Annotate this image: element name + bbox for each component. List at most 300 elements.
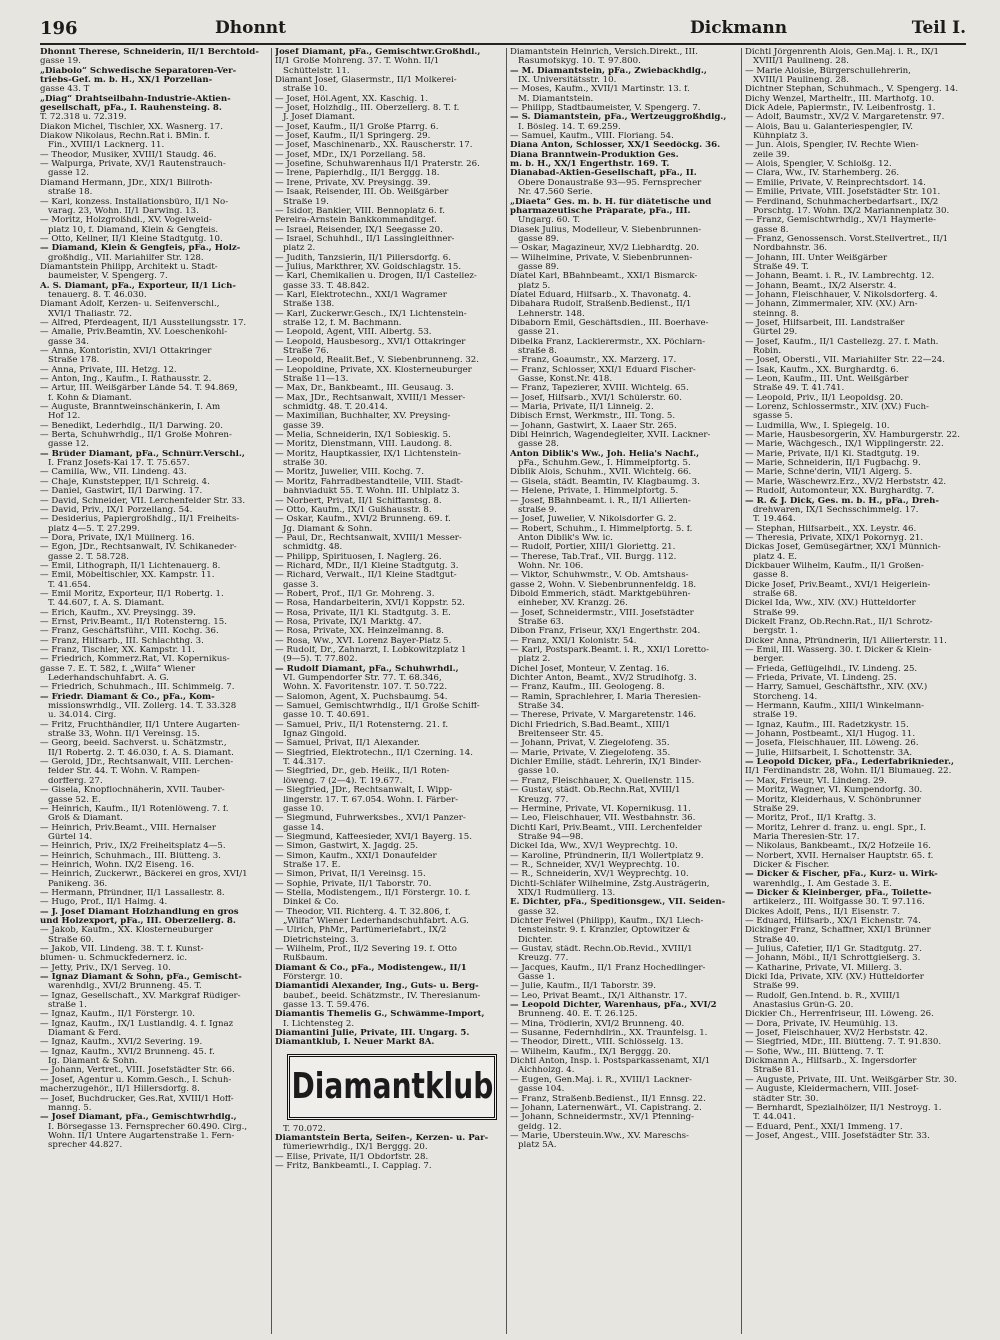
directory-line: Schüttelstr. 11. [283,66,350,76]
directory-line: — Hugo, Prof., II/1 Halmg. 4. [40,898,168,908]
directory-line: straße 8. [518,347,557,356]
directory-line: Dibelka Franz, Lackierermstr., XX. Pöchlarn- [510,337,706,347]
directory-line: Diamant & Co., pFa., Modistengew., II/1 [275,963,467,973]
directory-line: Rußbaum. [283,954,328,964]
directory-line: — Marie Aloisie, Bürgerschullehrerin, [745,66,911,76]
directory-line: — Josef, Maschinenarb., XX. Rauscherstr. 17. [275,141,473,151]
directory-line: — Hermine, Private, VI. Kopernikusg. 11. [510,804,691,814]
directory-line: Dietrichsteing. 3. [283,935,359,945]
directory-line: — Sophie, Private, II/1 Taborstr. 70. [275,879,432,889]
directory-line: Diamand Hermann, JDr., XIX/1 Billroth- [40,178,213,188]
directory-line: — Adolf, Baumstr., XV/2 V. Margaretenstr. 97. [745,113,945,123]
directory-line: gasse 43. T [40,85,90,95]
directory-line: — Theodor, VII. Richterg. 4. T. 32.806, f. [275,907,451,917]
directory-line: Brunneng. 40. E. T. 26.125. [518,1010,638,1020]
directory-line: Gürtel 14. [48,832,93,842]
column-divider [506,48,507,1334]
directory-line: — Artur, III. Weißgärber Lände 54. T. 94.869, [40,384,238,394]
header-rule [40,43,966,45]
directory-line: — Therese, Tab.Traf., VII. Burgg. 112. [510,552,677,562]
directory-line: — S. Diamantstein, pFa., Wertzeuggroßhdlg., [510,113,727,123]
directory-line: — Josef, Buchdrucker, Ges.Rat, XVIII/1 Hoff- [40,1094,234,1104]
directory-line: — Marie, Schneiderin, II/1 Fugbachg. 9. [745,459,921,469]
directory-line: — Samuel, Privat, II/1 Alexander. [275,739,420,749]
directory-line: Dickler Ch., Herrenfriseur, III. Löweng. 26. [745,1010,934,1020]
directory-line: — Irene, Papierhdlg., II/1 Berggg. 18. [275,169,440,179]
directory-line: — J. Josef Diamant Holzhandlung en gros [40,907,239,917]
directory-line: I. Börsegasse 13. Fernsprecher 60.490. Cirg., [48,1122,248,1132]
directory-line: — Viktor, Schuhwmstr., V. Ob. Amtshaus- [510,571,689,581]
directory-line: — Gustav, städt. Ob.Rechn.Rat, XVIII/1 [510,786,681,796]
directory-line: J. Josef Diamant. [283,113,356,123]
directory-line: — Moritz, Dienstmann, VIII. Laudong. 8. [275,440,453,450]
directory-line: — Emil Moritz, Exporteur, II/1 Robertg. 1. [40,589,224,599]
directory-line: Dickbauer Wilhelm, Kaufm., II/1 Großen- [745,561,924,571]
directory-line: — Johann, Fleischhauer, V. Nikolsdorferg. 4. [745,290,938,300]
directory-line: — Siegmund, Kaffeesieder, XVI/1 Bayerg. 15. [275,832,472,842]
directory-line: und Holzexport, pFa., III. Oberzellerg. 8. [40,916,236,926]
directory-line: Straße 99. [753,608,799,618]
directory-line: VI. Gumpendorfer Str. 77. T. 68.346, [283,674,442,684]
directory-line: Diamant Adolf, Kerzen- u. Seifenverschl., [40,300,220,310]
directory-line: — Samuel, Gemischtwrhdlg., II/1 Große Schiff- [275,702,480,712]
directory-line: Dichter Anton, Beamt., XV/2 Strudlhofg. 3. [510,674,697,684]
directory-line: gasse 52. E. [48,795,101,805]
directory-line: Ungarg. 60. T. [518,216,581,226]
directory-line: Straße 49. T. [753,262,809,272]
directory-line: Dibaborn Emil, Geschäftsdien., III. Boerhave- [510,318,709,328]
directory-line: gasse 13. T. 59.476. [283,1001,370,1011]
directory-line: Diamantis Themelis G., Schwämme-Import, [275,1010,485,1020]
directory-line: — Emil, Möbeltischler, XX. Kampstr. 11. [40,571,215,581]
directory-line: — R., Schneider, XV/1 Weyprechtg. 10. [510,860,680,870]
directory-line: — Stephan, Hilfsarbeit., XX. Leystr. 46. [745,524,917,534]
directory-line: Straße 11—13. [283,375,349,385]
directory-line: — Marie, Private, II/1 Kl. Stadtgutg. 19. [745,449,920,459]
directory-line: — Simon, Gastwirt, X. Jagdg. 25. [275,842,419,852]
directory-line: — Richard, Verwalt., II/1 Kleine Stadtgut- [275,571,457,581]
directory-line: — Franz, Schlosser, XXI/1 Eduard Fischer- [510,365,696,375]
directory-line: Dickl Ida, Private, XIV. (XV.) Hütteldorfer [745,973,924,983]
directory-line: — Paul, Dr., Rechtsanwalt, XVIII/1 Messer- [275,533,462,543]
directory-line: XVIII/1 Paulineng. 28. [753,57,849,67]
directory-line: — Samuel, Kaufm., VIII. Floriang. 54. [510,132,674,142]
directory-line: — Josef, Fleischhauer, XV/2 Herbststr. 42. [745,1029,928,1039]
directory-line: Straße 60. [48,935,94,945]
directory-line: Straße 138. [283,300,335,310]
directory-line: straße 10. [283,85,328,95]
directory-line: — Mina, Trödlerin, XVI/2 Brunneng. 40. [510,1019,685,1029]
directory-line: gasse 10. [518,767,559,777]
directory-line: manng. 5. [48,1103,92,1113]
directory-line: — Rosa, Private, XX. Heinzelmanng. 8. [275,627,445,637]
directory-line: — Emil, Lithograph, II/1 Lichtenauerg. 8. [40,561,221,571]
directory-line: — Philipp, Stadtbaumeister, V. Spengerg. 7. [510,104,701,114]
directory-line: — Moritz, Juwelier, VIII. Kochg. 7. [275,468,424,478]
directory-line: — Alois, Spengler, V. Schloßg. 12. [745,160,892,170]
directory-line: — Josef, Schneidermstr., VIII. Josefstädter [510,608,694,618]
directory-line: — Heinrich, Kaufm., II/1 Rotenlöweng. 7. f. [40,804,229,814]
directory-line: — Maria, Private, II/1 Linneig. 2. [510,403,654,413]
directory-line: Straße 94—98. [518,832,584,842]
directory-line: platz 4—5. T. 27.299. [48,524,140,534]
directory-line: Dibahara Rudolf, Straßenb.Bedienst., II/1 [510,300,692,310]
header-part-label: Teil I. [911,18,966,38]
directory-line: — David, Schneider, VII. Lerchenfelder Str. 33. [40,496,246,506]
directory-line: — Emilie, Private, V. Reinprechtsdorf. 14. [745,178,926,188]
directory-line: Diana Anton, Schlosser, XX/1 Seedöckg. 36. [510,141,721,151]
directory-line: warenhdlg., XVI/2 Brunneng. 45. T. [48,982,202,992]
directory-line: gasse 28. [518,440,559,450]
directory-line: tensteinstr. 9. f. Kranzler, Optowitzer & [518,926,691,936]
directory-line: — Julius, Cafetier, II/1 Gr. Stadtgutg. 27. [745,945,923,954]
directory-line: — Max, Friseur, VI. Lindeng. 29. [745,776,887,786]
directory-line: — Josefine, Schuhwarenhaus II/1 Praterstr. 26. [275,160,480,170]
directory-line: Dicker & Fischer. [753,860,830,870]
directory-line: — Dicker & Fischer, pFa., Kurz- u. Wirk- [745,870,938,880]
directory-line: gasse 10. [283,804,324,814]
directory-line: berger. [753,655,785,665]
directory-line: gasse 39. [283,421,324,431]
directory-line: Nr. 47.560 Serie. [518,188,593,198]
directory-line: Dickinger Franz, Schaffner, XXI/1 Brünner [745,926,931,936]
directory-line: — Helene, Private, I. Himmelpfortg. 5. [510,487,679,497]
directory-line: Diamant & Ferd. [48,1029,122,1039]
directory-line: — Elise, Private, II/1 Obdorfstr. 28. [275,1152,429,1162]
directory-line: Robin. [753,347,782,356]
directory-line: — Moritz, Holzgroßhdl., XV. Vogelweid- [40,216,212,226]
directory-line: straße 12, f. M. Bachmann. [283,318,402,328]
directory-line: Dinkel & Co. [283,898,339,908]
directory-line: — Leopold, Priv., II/1 Leopoldsg. 20. [745,393,904,403]
directory-line: Dickel Ida, Ww., XV/1 Weyprechtg. 10. [510,842,678,852]
directory-line: — Karl, Zuckerwr.Gesch., IX/1 Lichtenstein- [275,309,467,319]
directory-line: — Jakob, Kaufm., XX. Klosterneuburger [40,926,213,936]
directory-line: — Theodor, Dirett., VIII. Schlösselg. 13. [510,1038,684,1048]
directory-line: felder Str. 44. T. Wohn. V. Rampen- [48,767,200,777]
directory-line: — Theresia, Private, XIX/1 Pokornyg. 21. [745,533,924,543]
directory-line: T. 72.318 u. 72.319. [40,113,127,123]
directory-line: artikelerz., III. Wolfgasse 30. T. 97.116. [753,898,925,908]
directory-line: Pereira-Arnstein Bankkommanditgef. [275,216,437,226]
directory-line: — Marie, Wäschewrz.Erz., XV/2 Herbststr. 42. [745,477,947,487]
directory-line: — Moritz, Kleiderhaus, V. Schönbrunner [745,795,921,805]
directory-line: — Isidor, Bankier, VIII. Bennoplatz 6. f. [275,206,445,216]
directory-line: — Frieda, Private, VI. Lindeng. 25. [745,674,897,684]
directory-line: gasse 104. [518,1085,565,1095]
directory-line: geldg. 12. [518,1122,562,1132]
directory-line: Diamantstein Berta, Seifen-, Kerzen- u. Par- [275,1134,489,1144]
directory-line: platz 5A. [518,1141,557,1151]
directory-line: gasse 19. [40,57,81,67]
directory-line: straße 30. [283,459,328,469]
directory-line: „Diabolo“ Schwedische Separatoren-Ver- [40,66,237,76]
directory-line: gasse 8. [753,571,789,581]
directory-line: Diana Branntwein-Produktion Ges. [510,150,679,160]
directory-line: bahnviadukt 55. T. Wohn. III. Uhlplatz 3. [283,487,460,497]
directory-line: — Rudolf, Dr., Zahnarzt, I. Lobkowitzplatz 1 [275,646,467,655]
directory-line: — Heinrich, Wohn. IX/2 Eiseng. 16. [40,860,195,870]
directory-line: — Leopold Dichter, Warenhaus, pFa., XVI/2 [510,1001,717,1011]
directory-line: — Josef, Holzhdlg., III. Oberzellerg. 8. T. f. [275,104,460,114]
directory-line: T. 70.072. [283,1124,326,1134]
directory-line: Straße 81. [753,1066,799,1076]
advertisement-box [287,1054,497,1120]
directory-line: — Rudolf, Portier, XIII/1 Gloriettg. 21. [510,543,676,553]
directory-line: Straße 34. [518,702,564,712]
directory-line: Dhonnt Therese, Schneiderin, II/1 Berchtold- [40,48,259,57]
directory-line: — Rudolf Diamant, pFa., Schuhwrhdl., [275,664,459,674]
directory-line: — Heinrich, Priv., IX/2 Freiheitsplatz 4—5. [40,842,226,852]
directory-line: — Ignaz Diamant & Sohn, pFa., Gemischt- [40,973,242,983]
directory-line: gasse 12. [48,440,89,450]
directory-line: Dickmann A., Hilfsarb., X. Ingersdorfer [745,1057,917,1067]
directory-line: — Siegfried, MDr., III. Blütteng. 7. T. 91.830. [745,1038,942,1048]
directory-line: gasse 32. [518,907,559,917]
directory-line: — Marie, Übersteuin.Ww., XV. Mareschs- [510,1131,689,1141]
directory-line: — Harry, Samuel, Geschäftsfhr., XIV. (XV.) [745,683,928,693]
directory-line: — Anton, Ing., Kaufm., I. Rathausstr. 2. [40,375,212,385]
directory-line: M. Diamantstein. [518,94,594,104]
directory-line: Rasumofskyg. 10. T. 97.800. [518,57,641,67]
directory-line: Straße 178. [48,356,100,366]
directory-line: — Karl, Postspark.Beamt. i. R., XXI/1 Loretto- [510,646,709,655]
directory-line: — Josef, Kaufm., II/1 Große Pfarrg. 6. [275,122,439,132]
directory-line: Kreuzg. 77. [518,954,569,964]
directory-line: — Johann, Beamt. i. R., IV. Lambrechtg. 12. [745,272,935,282]
directory-line: — Marie, Hausbesorgerin, XV. Hamburgerstr. 22. [745,431,960,441]
directory-line: — Alfred, Pferdeagent, II/1 Ausstellungsstr. 17. [40,318,247,328]
directory-line: Wohn. II/1 Untere Augartenstraße 1. Fern- [48,1131,235,1141]
directory-line: — Josef, Hilfsarbeit, III. Landstraßer [745,318,905,328]
directory-line: — Ignaz, Gesellschaft., XV. Markgraf Rüdiger- [40,991,241,1001]
directory-line: platz 2. [518,655,551,665]
directory-line: — Dora, Private, IV. Heumühlg. 13. [745,1019,898,1029]
directory-line: — Isaak, Reisender, III. Ob. Weißgärber [275,188,449,198]
directory-line: Dichter Feiwel (Philipp), Kaufm., IX/1 Liech- [510,916,704,926]
directory-line: Anton Diblik's Ww. ic. [518,533,613,543]
directory-line: — Ignaz, Kaufm., XVI/2 Severing. 19. [40,1038,203,1048]
directory-line: — Johann, Zimmermaler, XIV. (XV.) Arn- [745,300,918,310]
directory-line: — Franz, Geschäftsführ., VIII. Kochg. 36. [40,627,219,637]
directory-line: — Dora, Private, IX/1 Müllnerg. 16. [40,533,195,543]
directory-line: — Franz, Kaufm., III. Geologeng. 8. [510,683,665,693]
directory-line: II/1 Große Mohreng. 37. T. Wohn. II/1 [275,57,440,67]
directory-line: — Leo, Privat Beamt., IX/1 Althanstr. 17. [510,991,688,1001]
directory-line: — Robert, Prof., II/1 Gr. Mohreng. 3. [275,589,435,599]
directory-line: — Wilhelm, Prof., II/2 Severing 19. f. Otto [275,945,457,954]
directory-line: u. 34.014. Cirg. [48,711,117,721]
page-header [40,18,966,42]
directory-line: dorfferg. 27. [48,776,103,786]
directory-line: steinng. 8. [753,309,799,319]
directory-line: — Josefa, Fleischhauer, III. Löweng. 26. [745,739,919,749]
directory-line: — Franz, Gemischtwrhdlg., XV/1 Haymerle- [745,216,937,226]
directory-line: Diasek Julius, Modelleur, V. Siebenbrunnen- [510,225,702,235]
directory-line: — Simon, Privat, II/1 Vereinsg. 15. [275,870,426,880]
directory-line: Dichtl Anton, Insp. i. Postsparkassenamt, XI/1 [510,1057,711,1067]
directory-line: — Leopoldine, Private, XX. Klosterneuburger [275,365,472,375]
directory-line: — Philipp, Spirituosen, I. Naglerg. 26. [275,552,442,562]
directory-line: Lehnerstr. 148. [518,309,585,319]
directory-line: — Samuel, Priv., II/1 Rotensterng. 21. f. [275,720,449,730]
directory-line: XVIII/1 Paulineng. 28. [753,76,849,86]
directory-line: — Georg, beeid. Sachverst. u. Schätzmstr., [40,739,227,749]
directory-line: gasse 3. [283,580,319,590]
directory-line: — Franz, Tischler, XX. Kampstr. 11. [40,646,195,655]
directory-line: (9—5). T. 77.802. [283,655,358,665]
directory-line: Dichter. [518,935,553,945]
directory-line: E. Dichter, pFa., Speditionsgew., VII. Seiden- [510,898,726,908]
directory-line: — Eugen, Gen.Maj. i. R., XVIII/1 Lackner- [510,1075,692,1085]
directory-line: Diamantstein Philipp, Architekt u. Stadt- [40,262,218,272]
directory-line: — Gisela, städt. Beamtin, IV. Klagbaumg. 3. [510,477,700,487]
directory-line: lingerstr. 17. T. 67.054. Wohn. I. Färber- [283,795,459,805]
directory-line: bergstr. 1. [753,627,798,637]
directory-line: — Stella, Modistengem., II/1 Förstergr. 10. f. [275,888,471,898]
directory-line: straße 18. [48,188,93,198]
directory-line: Porschtg. 17. Wohn. IX/2 Mariannenplatz 30. [753,206,950,216]
directory-line: — Moritz, Hauptkassier, IX/1 Lichtenstein- [275,449,461,459]
directory-line: — Erich, Kaufm., XV. Preysingg. 39. [40,608,196,618]
directory-line: — Diamand, Klein & Gengfeis, pFa., Holz- [40,244,241,254]
directory-line: — Ignaz, Kaufm., IX/1 Lustlandlg. 4. f. Ignaz [40,1019,234,1029]
column-3 [510,48,738,1334]
directory-line: platz 10, f. Diamand, Klein & Gengfeis. [48,225,219,235]
directory-line: — Wilhelm, Kaufm., IX/1 Berggg. 20. [510,1047,671,1057]
directory-line: Straße 76. [283,347,329,356]
directory-line: Diamantstein Heinrich, Versich.Direkt., III. [510,48,698,57]
directory-line: — Auguste, Private, III. Unt. Weißgärber Str. 30. [745,1075,957,1085]
directory-line: Ignaz Gingold. [283,730,347,740]
directory-line: platz 4. E. [753,552,798,562]
directory-line: T. 44.607, f. A. S. Diamant. [48,599,165,609]
directory-line: — Friedr. Diamant & Co., pFa., Kom- [40,692,215,702]
directory-line: Dichl Friedrich, S.Bad.Beamt., XIII/1 [510,720,671,730]
directory-line: — Robert, Schuhm., I. Himmelpfortg. 5. f. [510,524,693,534]
directory-line: — Berta, Schuhwrhdlg., II/1 Große Mohren- [40,431,232,441]
directory-line: gasse 14. [283,823,324,833]
directory-line: Diamantidi Alexander, Ing., Guts- u. Berg- [275,982,479,992]
directory-line: — Jacques, Kaufm., II/1 Franz Hochedlinger- [510,963,706,973]
directory-line: Dibl Heinrich, Wagendegleiter, XVII. Lackner- [510,431,711,441]
directory-line: Straße 99. [753,982,799,992]
directory-line: — Amalie, Priv.Beamtin, XV. Loeschenkohl- [40,328,228,338]
directory-line: — Franz, Genossensch. Vorst.Stellvertret., II/1 [745,234,949,244]
directory-line: gasse 8. [753,225,789,235]
directory-line: — Gerold, JDr., Rechtsanwalt, VIII. Lerchen- [40,758,234,768]
directory-line: — Isak, Kaufm., XX. Burghardtg. 6. [745,365,899,375]
directory-line: — Rosa, Private, IX/1 Marktg. 47. [275,617,422,627]
directory-line: — Johann, Vertret., VIII. Josefstädter Str. 66. [40,1066,235,1076]
directory-line: — Israel, Reisender, IX/1 Seegasse 20. [275,225,443,235]
directory-line: — Moses, Kaufm., XVII/1 Martinstr. 13. f. [510,85,690,95]
directory-line: — Johann, Laternenwärt., VI. Capistrang. 2. [510,1103,702,1113]
directory-line: T. 44.041. [753,1113,796,1123]
directory-line: — Otto, Kaufm., IX/1 Gußhausstr. 8. [275,505,432,515]
directory-line: — Leopold Dicker, pFa., Lederfabriknieder., [745,758,954,768]
directory-line: — Franz, Goaumstr., XX. Marzerg. 17. [510,356,677,366]
directory-line: einheber, XV. Kranzg. 26. [518,599,628,609]
directory-line: — Rosa, Ww., XVI. Lorenz Bayer-Platz 5. [275,636,452,646]
directory-line: — Dicker & Kleinberger, pFa., Toilette- [745,888,932,898]
directory-line: Storcheng. 14. [753,692,818,702]
directory-line: gasse 2. T. 58.728. [48,552,129,562]
directory-line: Dibold Emmerich, städt. Marktgebühren- [510,589,691,599]
directory-line: — Ignaz, Kaufm., III. Radetzkystr. 15. [745,720,909,730]
directory-line: — Jetty, Priv., IX/1 Serveg. 10. [40,963,171,973]
directory-line: straße 1. [48,1001,87,1011]
directory-line: macherzugehör., II/1 Hillersdorfg. 8. [40,1085,200,1095]
directory-line: T. 41.654. [48,580,91,590]
directory-line: Diblik Alois, Schuhm., XVII. Wichtelg. 66. [510,468,692,478]
directory-line: — Theodor, Musiker, XVIII/1 Staudg. 46. [40,150,217,160]
directory-line: — Judith, Tanzsierin, II/1 Pillersdorfg. 6. [275,253,451,263]
directory-line: — Marie, Schne'derin, VII/1 Algerg. 5. [745,468,913,478]
directory-line: Fin., XVIII/1 Lacknerg. 11. [48,141,165,151]
directory-line: — Auguste, Branntweinschänkerin, I. Am [40,403,221,413]
directory-line: Breitenseer Str. 45. [518,730,604,740]
directory-line: Dicke Josef, Priv.Beamt., XVI/1 Heigerlein- [745,580,931,590]
directory-line: — M. Diamantstein, pFa., Zwiebackhdlg., [510,66,707,76]
column-divider [271,48,272,1334]
directory-line: Dianabad-Aktien-Gesellschaft, pFa., II. [510,169,697,179]
directory-line: straße 33, Wohn. II/1 Vereinsg. 15. [48,730,200,740]
directory-line: — R. & J. Dick, Ges. m. b. H., pFa., Dreh- [745,496,939,506]
directory-line: Anastasius Grün-G. 20. [753,1001,854,1011]
directory-line: „Diaeta“ Ges. m. b. H. für diätetische und [510,197,712,207]
directory-line: — Anna, Private, III. Hetzg. 12. [40,365,177,375]
advertisement-text: Diamantklub [291,1066,493,1108]
directory-line: — Camilla, Ww., VII. Lindeng. 43. [40,468,187,478]
directory-line: — Fritz, Bankbeamtl., I. Capplag. 7. [275,1162,432,1172]
directory-line: — Moritz, Prof., II/1 Kraftg. 3. [745,814,877,824]
directory-line: pharmazeutische Präparate, pFa., III. [510,206,691,216]
directory-line: — Heinrich, Zuckerwr., Bäckerei en gros, XVI/1 [40,870,248,880]
directory-line: — Moritz, Lehrer d. franz. u. engl. Spr., I. [745,823,927,833]
directory-line: Dichtl-Schläfer Wilhelmine, Zstg.Austrägerin, [510,879,710,889]
directory-line: — R., Schneiderin, XV/1 Weyprechtg. 10. [510,870,689,880]
directory-line: — Ferdinand, Schuhmacherbedarfsart., IX/2 [745,197,939,207]
directory-line: — Rudolf, Automonteur, XX. Burghardtg. 7. [745,487,935,497]
directory-line: — Norbert, Privat, II/1 Schiffamtsg. 8. [275,496,442,506]
directory-line: Gasse 1. [518,973,555,983]
column-1 [40,48,268,1334]
directory-line: — Salomon, Agent, X. Puchsbaumg. 54. [275,692,448,702]
directory-line: gasse 12. [48,169,89,179]
directory-line: — Josef, Kaufm., II/1 Springerg. 29. [275,132,431,142]
directory-line: — Leopold, Realit.Bef., V. Siebenbrunneng. 32. [275,356,479,366]
directory-line: — Josef, BBahnbeamt. i. R., II/1 Allierten- [510,496,691,506]
directory-line: Straße 49. T. 41.741. [753,384,845,394]
directory-line: — Josef, Juwelier, V. Nikolsdorfer G. 2. [510,515,677,525]
directory-line: großhdlg., VII. Mariahilfer Str. 128. [48,253,204,263]
directory-line: baumeister, V. Spengerg. 7. [48,272,168,282]
directory-line: löweng. 7 (2—4). T. 19.677. [283,776,403,786]
directory-line: Förstergr. 10. [283,973,343,983]
directory-line: drehwaren, IX/1 Sechsschimmelg. 17. [753,505,919,515]
directory-line: — Marie, Wächgesch., IX/1 Wipplingerstr. 22. [745,440,944,450]
directory-line: — Hermann, Pfründner, II/1 Lassallestr. 8. [40,888,225,898]
directory-line: — Leopold, Hausbesorg., XVI/1 Ottakringer [275,337,466,347]
directory-line: — Leo, Fleischhauer, VII. Westbahnstr. 36. [510,814,696,824]
directory-line: Dichtner Stephan, Schuhmach., V. Spengerg. 14. [745,85,959,95]
directory-line: sprecher 44.827. [48,1141,123,1151]
directory-line: straße 9. [518,505,557,515]
directory-line: blumen- u. Schmuckfedernerz. ic. [40,954,188,964]
directory-line: — Franz, Tapezierer, XVIII. Wichtelg. 65. [510,384,689,394]
directory-line: — Oskar, Magazineur, XV/2 Liebhardtg. 20. [510,244,700,254]
